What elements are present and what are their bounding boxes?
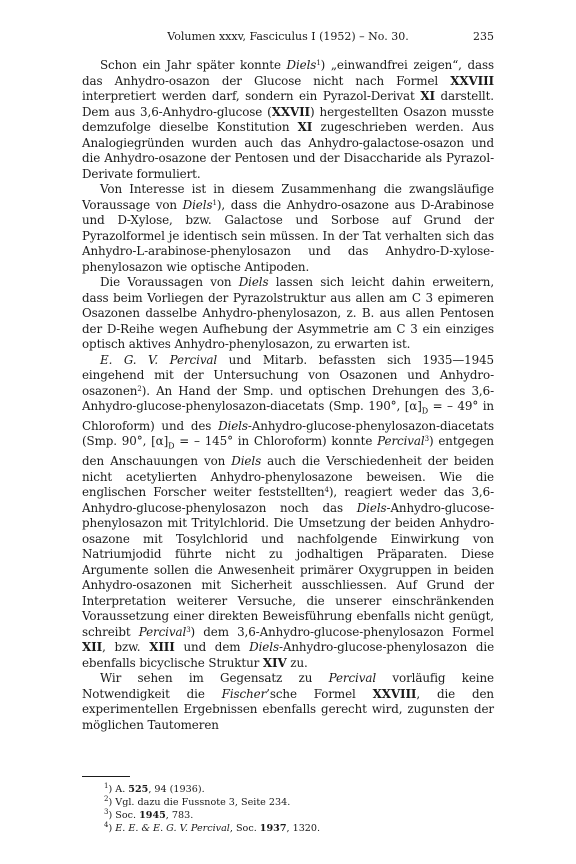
volume-number: 1937 [259, 823, 287, 834]
footnote-number: 3 [104, 808, 109, 816]
author-name: Diels [231, 454, 262, 469]
footnote-ref: 3 [186, 625, 191, 634]
footnote-ref: 4 [324, 486, 329, 495]
footnote-ref: 1 [316, 59, 321, 67]
formula-ref: XI [297, 120, 313, 134]
footnote-number: 4 [104, 821, 109, 829]
author-name: Diels [286, 58, 317, 72]
formula-ref: XII [82, 640, 103, 655]
author-name: Diels [249, 640, 279, 655]
footnote-number: 1 [104, 782, 109, 790]
subscript: D [421, 406, 429, 416]
author-name: E. G. V. Percival [100, 352, 218, 367]
configuration-prefix: D [117, 213, 127, 227]
journal-issue-line: Volumen xxxv, Fasciculus I (1952) – No. 30. [167, 30, 409, 43]
footnote: $^4$) E. E. & E. G. V. Percival, Soc. 1937, 1320. [104, 821, 321, 834]
paragraph: Von Interesse ist in diesem Zusammenhang die zwangsläufige Voraussage von Diels$^1$), dass die Anhydro-osazone aus D-Arabinose und D-Xylose, bzw. Galactose und Sorbose auf Grund der Pyrazolformel je identisch sein müssen. In der Tat verhalten sich das Anhydro-L-arabinose-phenylosazon und das Anhydro-D-xylose-phenylosazon wie optische Antipoden. [82, 182, 494, 274]
footnote-number: 2 [104, 795, 109, 803]
formula-ref: XI [420, 89, 435, 103]
page-number: 235 [473, 30, 494, 43]
volume-number: 525 [128, 784, 149, 795]
configuration-prefix: D [439, 244, 450, 258]
author-name: Percival [377, 434, 425, 449]
body-text [82, 58, 494, 733]
author-name: Diels [238, 275, 269, 289]
subscript: D [168, 441, 175, 451]
paragraph: E. G. V. Percival und Mitarb. befassten sich 1935—1945 eingehend mit der Untersuchung von Osazonen und Anhydro-osazonen$^2$). An Hand der Smp. und optischen Drehungen des 3,6-Anhydro-glucose-phenylosazon-diacetats (Smp. 190°, $[\alpha]_D$ = – 49° in Chloroform) und des Diels-Anhydro-glucose-phenylosazon-diacetats (Smp. 90°, $[\alpha]_D$ = – 145° in Chloroform) konnte Percival$^3$) entgegen den Anschauungen von Diels auch die Verschiedenheit der beiden nicht acetylierten Anhydro-phenylosazone beweisen. Wie die englischen Forscher weiter feststellten$^4$), reagiert weder das 3,6-Anhydro-glucose-phenylosazon noch das Diels-Anhydro-glucose-phenylosazon mit Tritylchlorid. Die Umsetzung der beiden Anhydro-osazone mit Tosylchlorid und nachfolgende Einwirkung von Natriumjodid führte nicht zu jodhaltigen Präparaten. Diese Argumente sollen die Anwesenheit primärer Oxygruppen in beiden Anhydro-osazonen mit Sicherheit ausschliessen. Auf Grund der Interpretation weiterer Versuche, die unserer einschränkenden Voraussetzung einer direkten Beweisführung ebenfalls nicht genügt, schreibt Percival$^3$) dem 3,6-Anhydro-glucose-phenylosazon Formel XII, bzw. XIII und dem Diels-Anhydro-glucose-phenylosazon die ebenfalls bicyclische Struktur XIV zu. [82, 352, 495, 670]
footnote-ref: 3 [424, 435, 429, 444]
formula-ref: XXVIII [450, 73, 494, 88]
author-name: Diels [182, 197, 213, 212]
configuration-prefix: L [136, 244, 145, 258]
footnotes [104, 783, 484, 835]
author-name: Diels [356, 500, 387, 515]
author-name: Percival [138, 624, 187, 639]
author-name: Fischer [221, 686, 267, 701]
formula-ref: XXVII [271, 104, 311, 119]
author-name: Diels [218, 418, 248, 433]
footnote: $^3$) Soc. 1945, 783. [104, 808, 194, 821]
formula-ref: XIII [149, 640, 175, 655]
volume-number: 1945 [139, 810, 166, 821]
footnote-divider [82, 776, 130, 777]
paragraph: Wir sehen im Gegensatz zu Percival vorläufig keine Notwendigkeit die Fischer’sche Formel XXVIII, die den experimentellen Ergebnissen ebenfalls gerecht wird, zugunsten der möglichen Tautomeren [82, 671, 494, 732]
footnote-ref: 2 [137, 384, 142, 393]
footnote: $^2$) Vgl. dazu die Fussnote 3, Seite 234. [104, 795, 291, 808]
paragraph: Die Voraussagen von Diels lassen sich leicht dahin erweitern, dass beim Vorliegen der Pyrazolstruktur aus allen am C 3 epimeren Osazonen dasselbe Anhydro-phenylosazon, z. B. aus allen Pentosen der D-Reihe wegen Aufhebung der Asymmetrie am C 3 ein einziges optisch aktives Anhydro-phenylosazon, zu erwarten ist. [82, 275, 495, 351]
author-name: Percival [328, 671, 377, 686]
footnote: $^1$) A. 525, 94 (1936). [104, 782, 205, 795]
configuration-prefix: D [106, 321, 117, 336]
formula-ref: XXVIII [372, 686, 417, 701]
author-name: E. E. & E. G. V. Percival [115, 823, 230, 834]
paragraph: Schon ein Jahr später konnte Diels$^1$) „einwandfrei zeigen“, dass das Anhydro-osazon der Glucose nicht nach Formel XXVIII interpretiert werden darf, sondern ein Pyrazol-Derivat XI darstellt. Dem aus 3,6-Anhydro-glucose (XXVII) hergestellten Osazon musste demzufolge dieselbe Konstitution XI zugeschrieben werden. Aus Analogiegründen wurden auch das Anhydro-galactose-osazon und die Anhydro-osazone der Pentosen und der Disaccharide als Pyrazol-Derivate formuliert. [82, 58, 494, 181]
configuration-prefix: D [420, 197, 431, 212]
formula-ref: XIV [262, 655, 287, 670]
running-head [82, 29, 494, 45]
footnote-ref: 1 [212, 198, 217, 207]
